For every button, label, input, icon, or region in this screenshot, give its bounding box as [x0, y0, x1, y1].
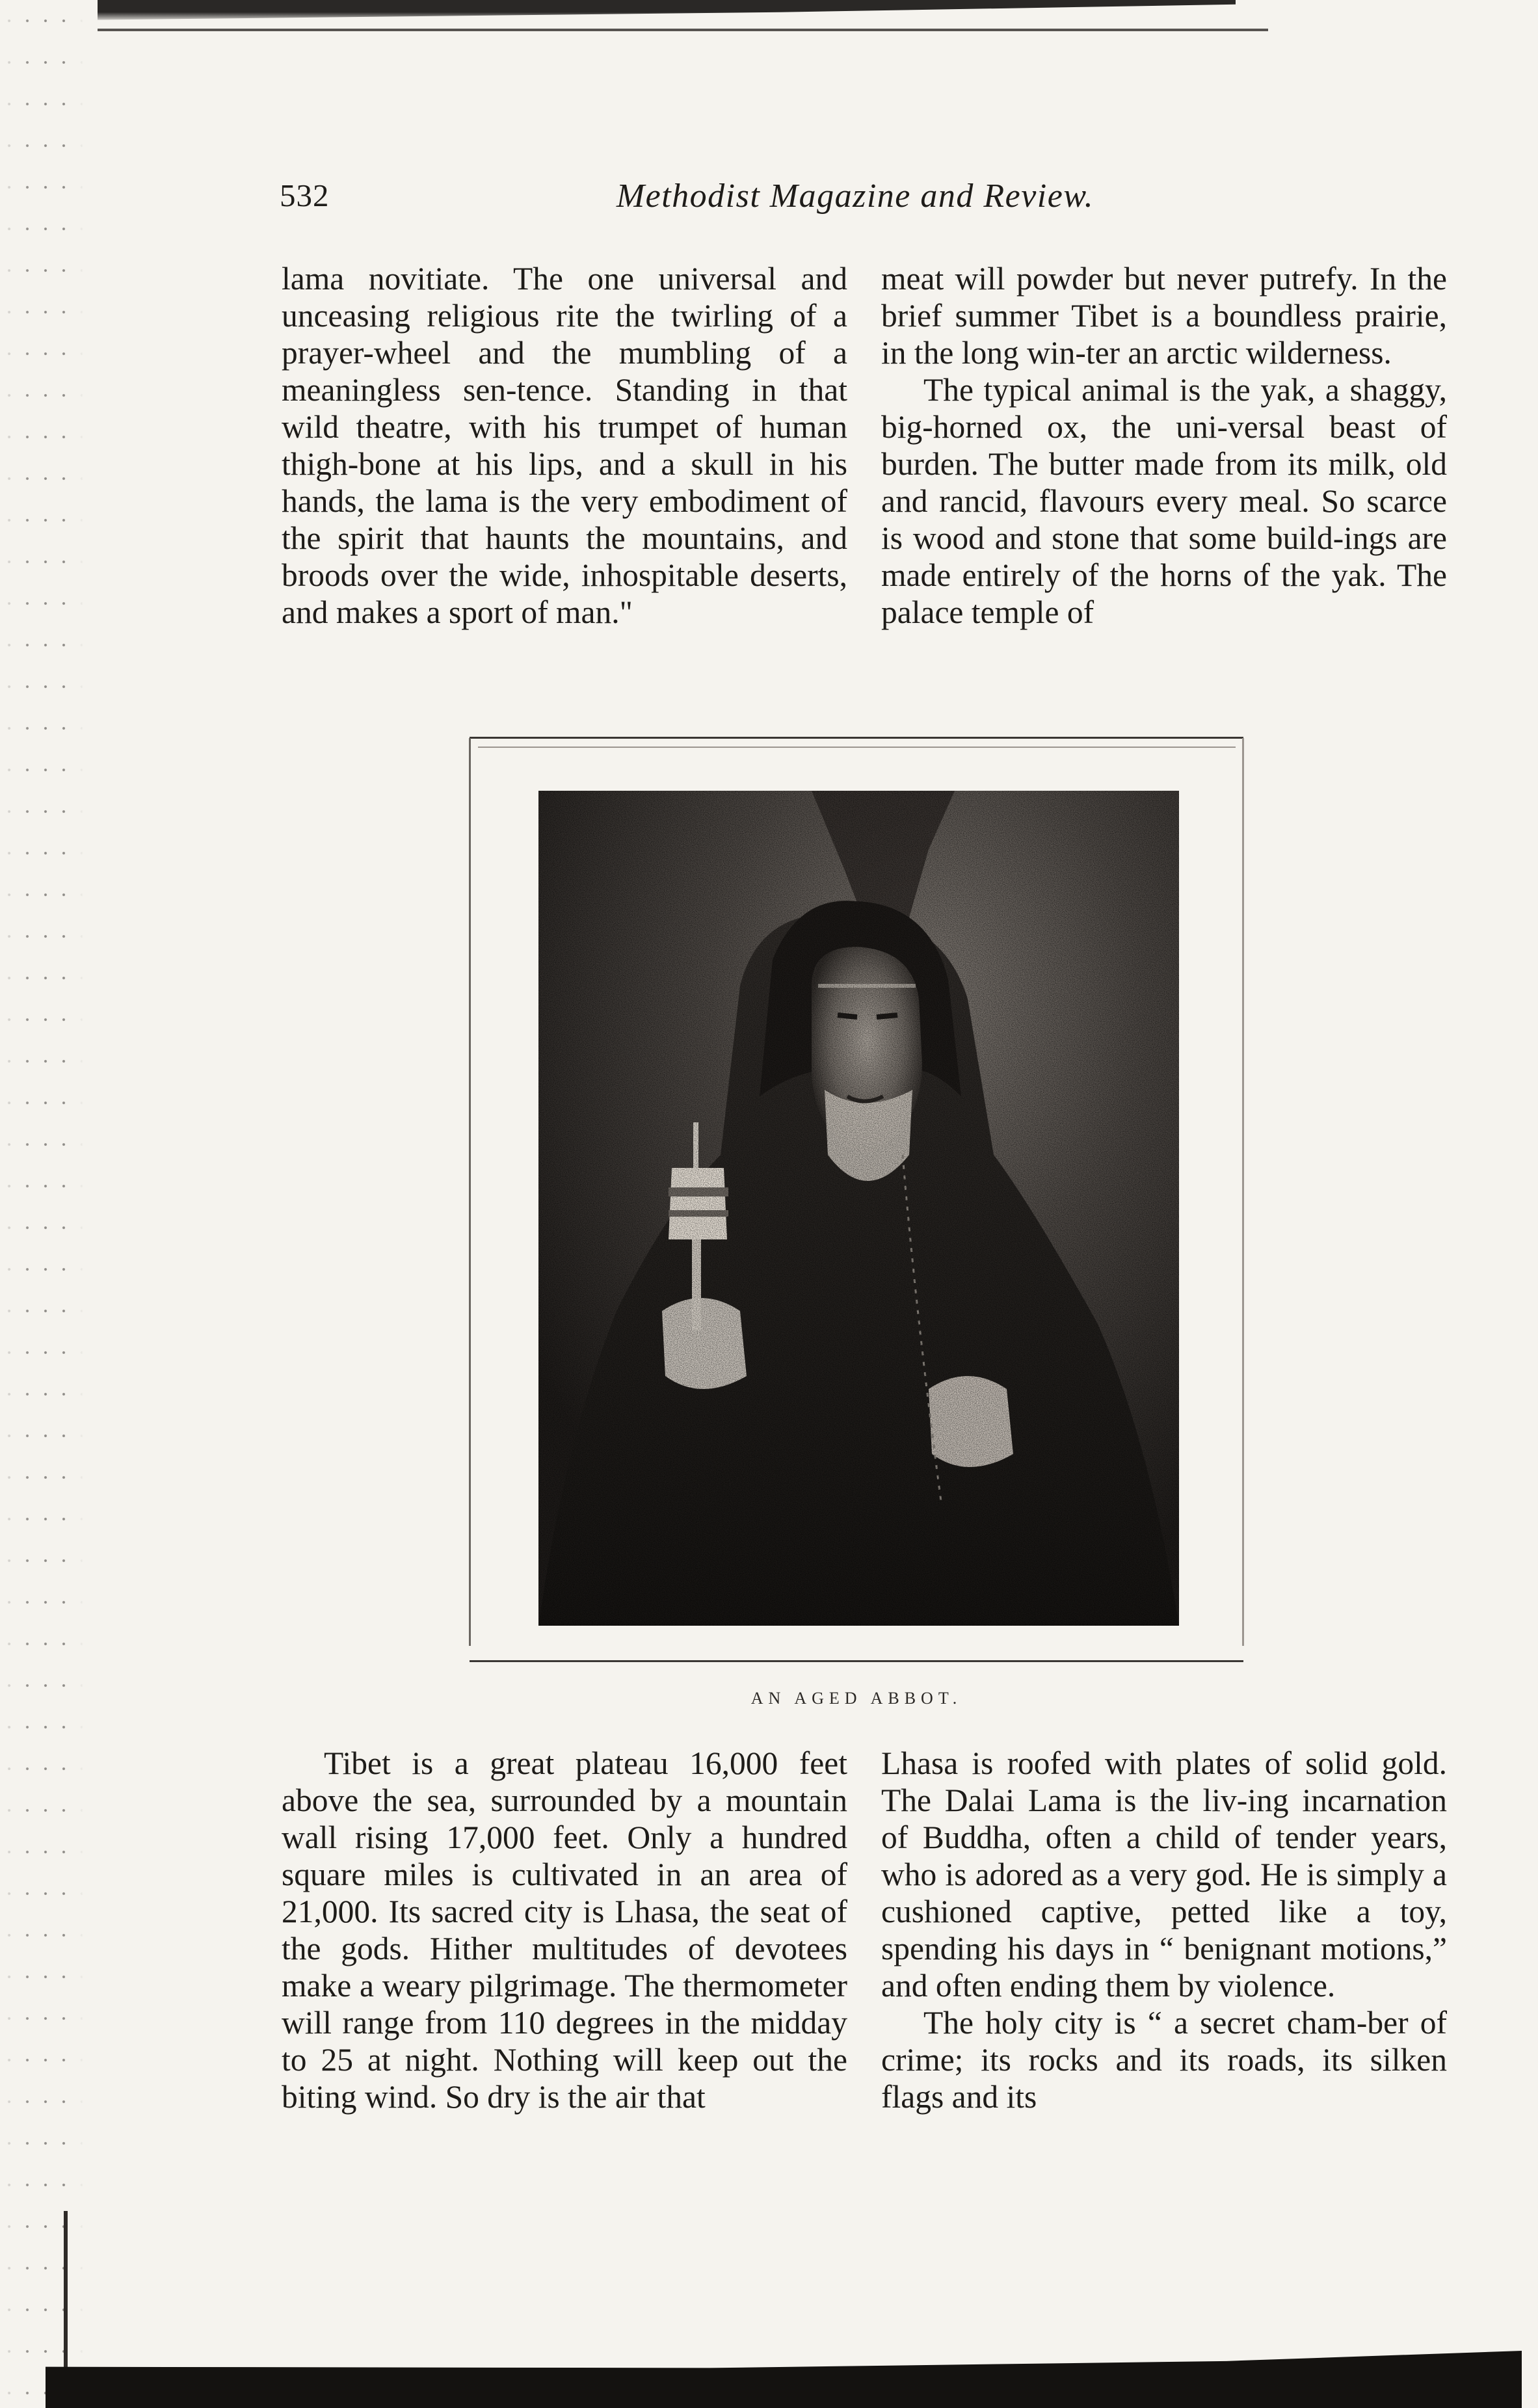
column-bottom-left: [282, 1745, 847, 2115]
plate-rule-top: [470, 737, 1243, 739]
paragraph: Lhasa is roofed with plates of solid gold. The Dalai Lama is the liv-ing incarnation of Buddha, often a child of tender years, who is adored as a very god. He is simply a cushioned captive, petted like a toy, spending his days in “ benignant motions,” and often ending them by violence.: [881, 1745, 1447, 2004]
abbot-photograph: [538, 791, 1179, 1626]
paragraph: The holy city is “ a secret cham-ber of crime; its rocks and its roads, its silken flags and its: [881, 2005, 1447, 2115]
paragraph: meat will powder but never putrefy. In the brief summer Tibet is a boundless prairie, in the long win-ter an arctic wilderness.: [881, 261, 1447, 371]
paragraph: lama novitiate. The one universal and unceasing religious rite the twirling of a prayer-wheel and the mumbling of a meaningless sen-tence. Standing in that wild theatre, with his trumpet of human thigh-bone at his lips, and a skull in his hands, the lama is the very embodiment of the spirit that haunts the mountains, and broods over the wide, inhospitable deserts, and makes a sport of man.": [282, 261, 847, 630]
plate-rule-inner: [478, 747, 1236, 748]
paragraph: Tibet is a great plateau 16,000 feet above the sea, surrounded by a mountain wall rising 17,000 feet. Only a hundred square miles is cultivated in an area of 21,000. Its sacred city is Lhasa, the seat of the gods. Hither multitudes of devotees make a weary pilgrimage. The thermometer will range from 110 degrees in the midday to 25 at night. Nothing will keep out the biting wind. So dry is the air that: [282, 1745, 847, 2115]
column-bottom-right: [881, 1745, 1447, 2115]
scan-edge-top-line: [98, 29, 1268, 31]
journal-title: Methodist Magazine and Review.: [616, 178, 1094, 215]
page-number: 532: [280, 178, 330, 213]
column-top-right: [881, 260, 1447, 631]
plate-rule-right: [1242, 738, 1244, 1646]
column-top-left: [282, 260, 847, 631]
plate-rule-bottom: [470, 1660, 1243, 1662]
scan-edge-left-speckle: [0, 0, 83, 2408]
scan-edge-top: [98, 0, 1236, 22]
plate-rule-left: [469, 738, 471, 1646]
figure-caption: AN AGED ABBOT.: [750, 1689, 962, 1708]
scan-edge-bottom: [46, 2351, 1522, 2408]
running-head: [280, 177, 1431, 222]
paragraph: The typical animal is the yak, a shaggy, big-horned ox, the uni-versal beast of burden. The butter made from its milk, old and rancid, flavours every meal. So scarce is wood and stone that some build-ings are made entirely of the horns of the yak. The palace temple of: [881, 372, 1447, 630]
